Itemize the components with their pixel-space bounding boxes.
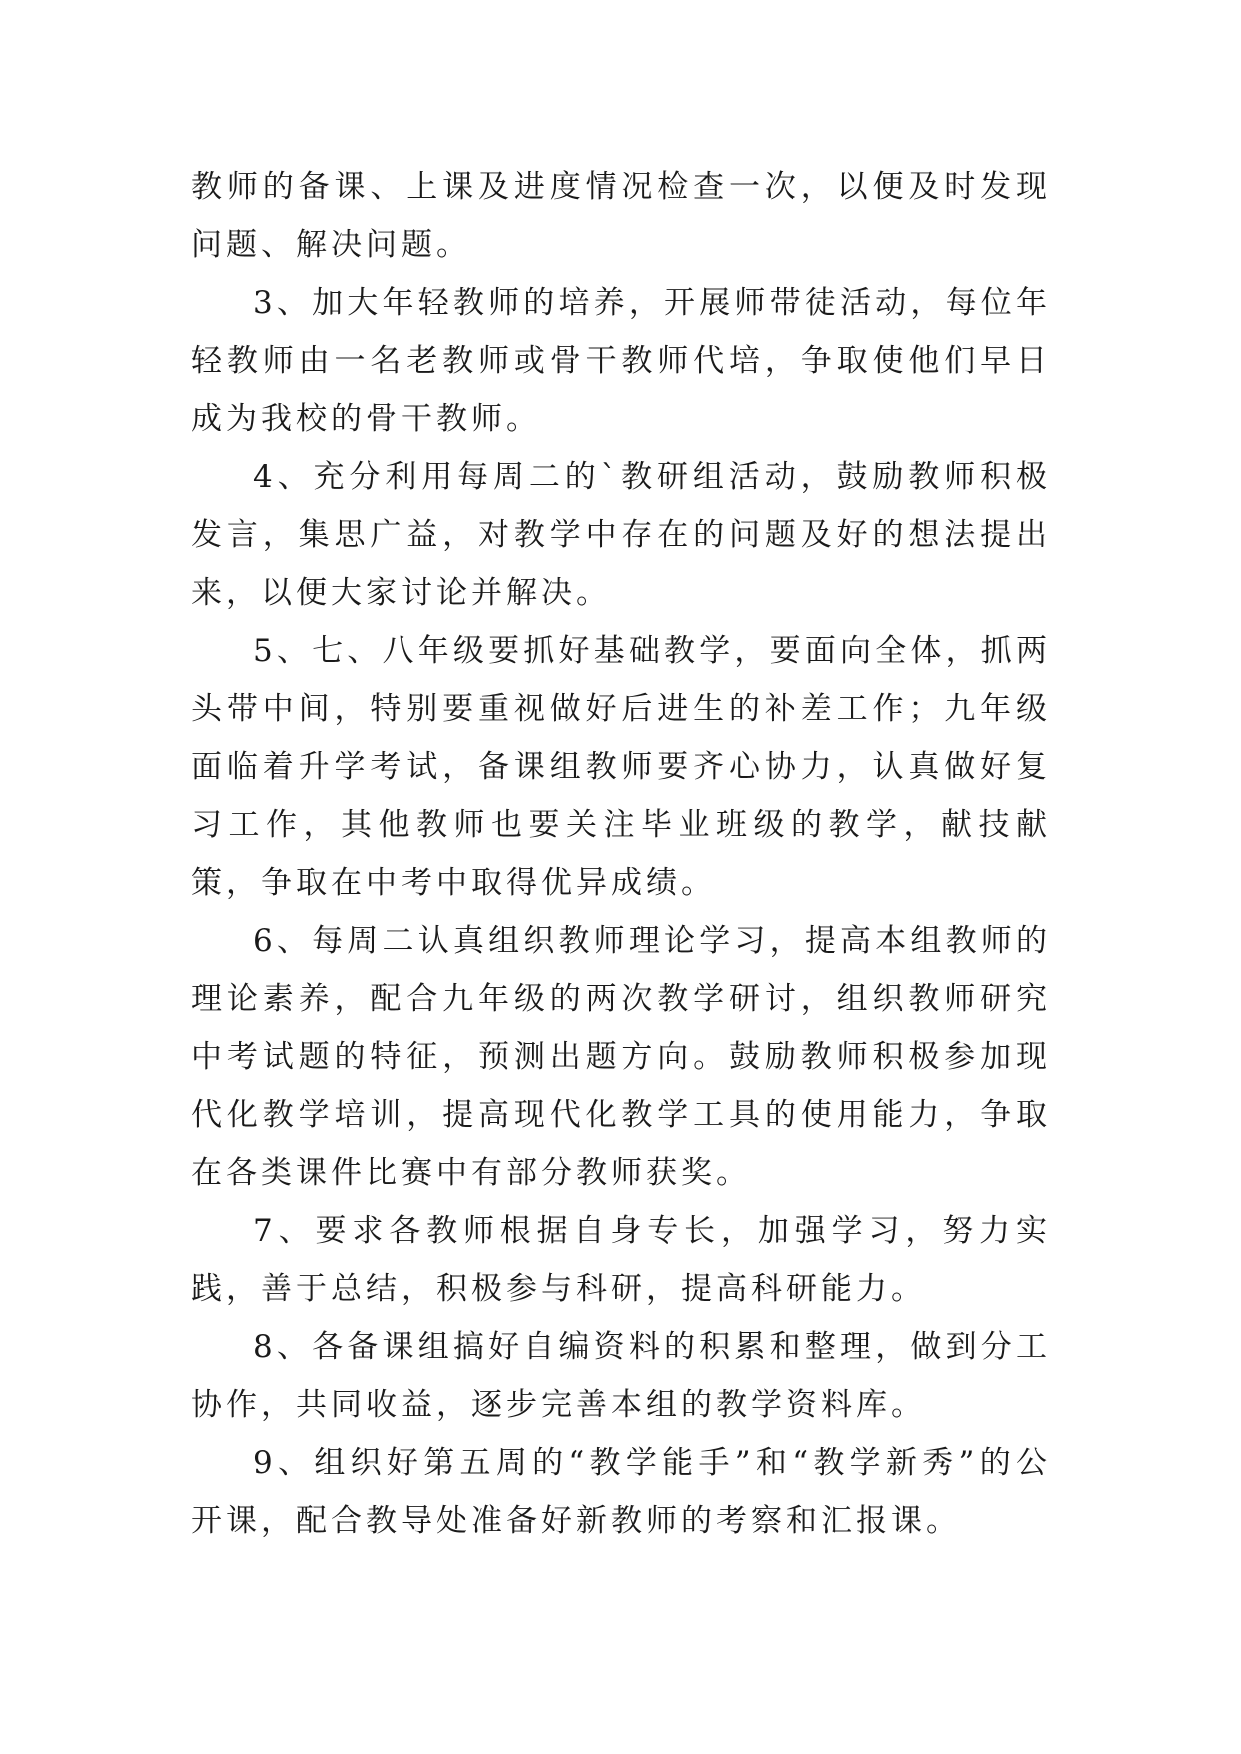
- paragraph-item-7: 7、要求各教师根据自身专长，加强学习，努力实践，善于总结，积极参与科研，提高科研能力。: [191, 1213, 1051, 1307]
- paragraph-item-5: 5、七、八年级要抓好基础教学，要面向全体，抓两头带中间，特别要重视做好后进生的补差工作；九年级面临着升学考试，备课组教师要齐心协力，认真做好复习工作，其他教师也要关注毕业班级的教学，献技献策，争取在中考中取得优异成绩。: [191, 633, 1051, 901]
- document-body: [191, 158, 1051, 1550]
- paragraph-item-6: 6、每周二认真组织教师理论学习，提高本组教师的理论素养，配合九年级的两次教学研讨，组织教师研究中考试题的特征，预测出题方向。鼓励教师积极参加现代化教学培训，提高现代化教学工具的使用能力，争取在各类课件比赛中有部分教师获奖。: [191, 923, 1051, 1191]
- paragraph-continuation: 教师的备课、上课及进度情况检查一次，以便及时发现问题、解决问题。: [191, 169, 1051, 263]
- paragraph-item-3: 3、加大年轻教师的培养，开展师带徒活动，每位年轻教师由一名老教师或骨干教师代培，争取使他们早日成为我校的骨干教师。: [191, 285, 1051, 437]
- paragraph-item-4: 4、充分利用每周二的`教研组活动，鼓励教师积极发言，集思广益，对教学中存在的问题及好的想法提出来，以便大家讨论并解决。: [191, 459, 1051, 611]
- paragraph-item-8: 8、各备课组搞好自编资料的积累和整理，做到分工协作，共同收益，逐步完善本组的教学资料库。: [191, 1329, 1051, 1423]
- paragraph-item-9: 9、组织好第五周的“教学能手”和“教学新秀”的公开课，配合教导处准备好新教师的考察和汇报课。: [191, 1445, 1051, 1539]
